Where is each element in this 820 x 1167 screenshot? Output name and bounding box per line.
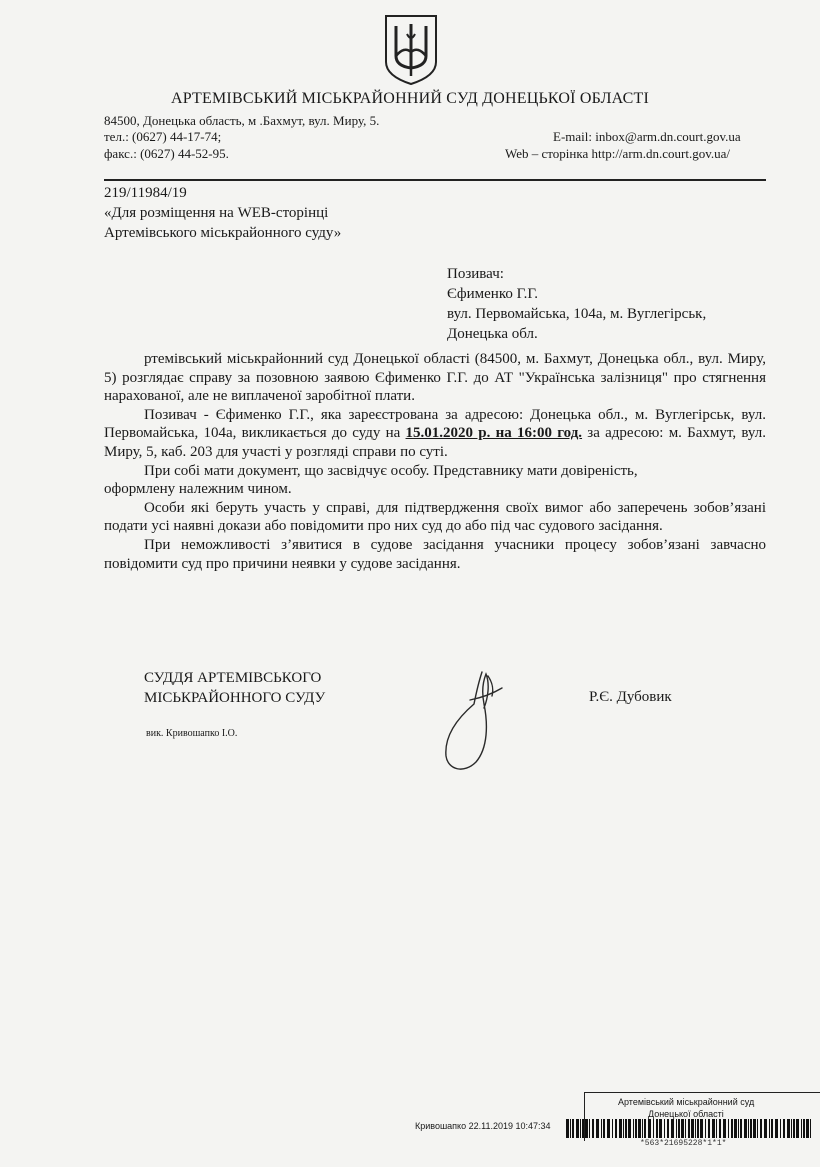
registrar-timestamp: Кривошапко 22.11.2019 10:47:34 — [415, 1121, 551, 1131]
court-name-heading: АРТЕМІВСЬКИЙ МІСЬКРАЙОННИЙ СУД ДОНЕЦЬКОЇ ОБЛАСТІ — [171, 90, 649, 107]
barcode-icon — [566, 1119, 814, 1138]
publication-note-line1: «Для розміщення на WEB-сторінці — [104, 205, 329, 221]
paragraph-summons — [104, 406, 766, 462]
judge-title-line1: СУДДЯ АРТЕМІВСЬКОГО — [144, 670, 322, 686]
summons-body — [104, 350, 766, 573]
court-fax: факс.: (0627) 44-52-95. — [104, 146, 229, 161]
recipient-name: Єфименко Г.Г. — [447, 286, 539, 302]
executor-note: вик. Кривошапко І.О. — [146, 728, 238, 739]
judge-name: Р.Є. Дубовик — [589, 689, 672, 705]
court-address: 84500, Донецька область, м .Бахмут, вул. Миру, 5. — [104, 113, 380, 128]
case-number: 219/11984/19 — [104, 185, 187, 201]
recipient-address-line2: Донецька обл. — [447, 326, 538, 342]
paragraph-absence: При неможливості з’явитися в судове засідання учасники процесу зобов’язані завчасно повідомити суд про причини неявки у судове засідання. — [104, 536, 766, 572]
judge-title-line2: МІСЬКРАЙОННОГО СУДУ — [144, 690, 326, 706]
handwritten-signature-icon — [430, 664, 520, 784]
recipient-block — [447, 264, 706, 344]
barcode-number: *563*21695228*1*1* — [640, 1139, 727, 1148]
summons-text-before: Позивач - Єфименко Г.Г., яка зареєстрована за адресою: Донецька обл., м. Вуглегірськ, вул. Первомайська, 104а, викликається до суду на — [104, 406, 766, 442]
court-email: E-mail: inbox@arm.dn.court.gov.ua — [553, 129, 741, 144]
court-phone: тел.: (0627) 44-17-74; — [104, 129, 222, 144]
header-divider — [104, 179, 766, 181]
publication-note-line2: Артемівського міськрайонного суду» — [104, 225, 342, 241]
judge-title — [144, 668, 325, 708]
trident-emblem-icon — [382, 12, 440, 86]
stamp-court-name: Артемівський міськрайонний суд — [618, 1097, 755, 1107]
paragraph-case-description: ртемівський міськрайонний суд Донецької області (84500, м. Бахмут, Донецька обл., вул. Миру, 5) розглядає справу за позовною заявою Єфименко Г.Г. до АТ "Українська залізниця" про стягнення нарахованої, але не виплаченої заробітної плати. — [104, 351, 766, 405]
recipient-role: Позивач: — [447, 266, 504, 282]
stamp-region: Донецької області — [648, 1109, 724, 1119]
documents-line2: оформлену належним чином. — [104, 481, 292, 498]
hearing-datetime: 15.01.2020 р. на 16:00 год. — [405, 425, 583, 442]
paragraph-documents — [104, 462, 766, 499]
paragraph-evidence: Особи які беруть участь у справі, для підтвердження своїх вимог або заперечень зобов’язані подати усі наявні докази або повідомити про них суд до або під час судового засідання. — [104, 499, 766, 535]
documents-line1: При собі мати документ, що засвідчує особу. Представнику мати довіреність, — [144, 462, 638, 479]
reference-block — [104, 183, 341, 243]
summons-text-after: за адресою: м. Бахмут, вул. Миру, 5, каб. 203 для участі у розгляді справи по суті. — [104, 425, 766, 460]
recipient-address-line1: вул. Первомайська, 104а, м. Вуглегірськ, — [447, 306, 707, 322]
court-website: Web – сторінка http://arm.dn.court.gov.ua/ — [505, 146, 731, 161]
